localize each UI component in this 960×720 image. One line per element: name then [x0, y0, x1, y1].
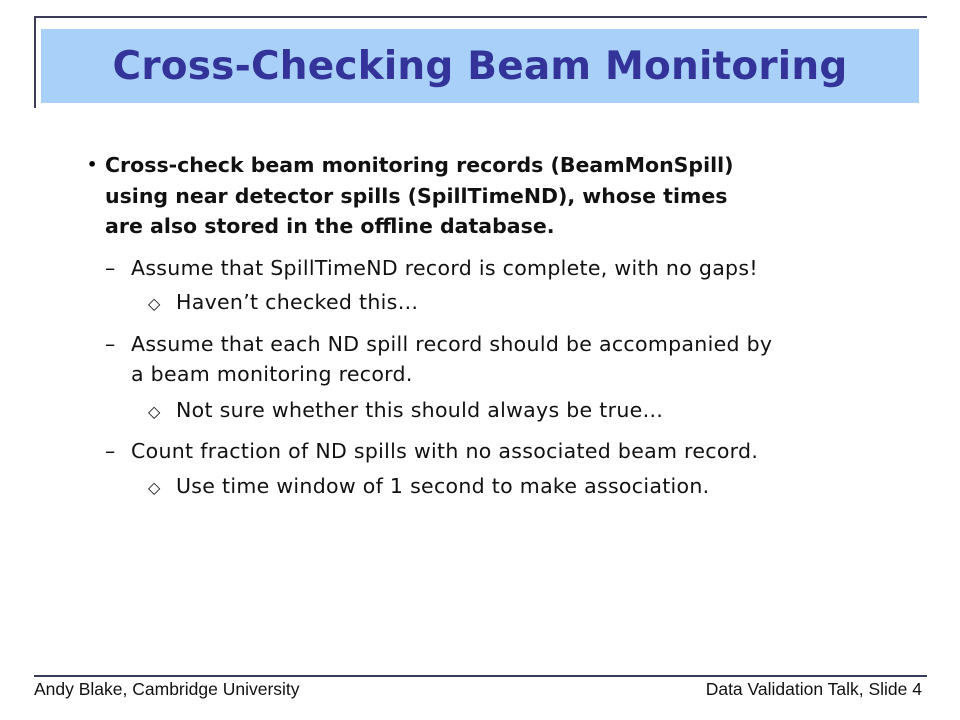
sub-item-not-sure [148, 395, 908, 427]
diamond-icon: ◇ [148, 402, 161, 421]
sub-item-text: Haven’t checked this… [176, 290, 419, 314]
main-bullet-line-1: Cross-check beam monitoring records (BeamMonSpill) [105, 153, 734, 177]
dash-item-text: Count fraction of ND spills with no associated beam record. [131, 439, 759, 463]
footer-talk-info: Data Validation Talk, Slide 4 [705, 679, 922, 699]
dash-item-count-fraction [105, 436, 895, 466]
sub-item-text: Not sure whether this should always be true… [176, 398, 664, 422]
footer-divider [34, 675, 927, 677]
dash-item-text: Assume that each ND spill record should be accompanied by [131, 332, 773, 356]
main-bullet-line-3: are also stored in the offline database. [105, 214, 555, 238]
main-bullet-line-2: using near detector spills (SpillTimeND), whose times [105, 183, 728, 208]
diamond-icon: ◇ [148, 478, 161, 497]
diamond-icon: ◇ [148, 294, 161, 313]
sub-item-not-checked [148, 287, 908, 319]
slide-title: Cross-Checking Beam Monitoring [112, 43, 848, 89]
dash-item-text-continued: a beam monitoring record. [131, 362, 413, 386]
footer-author: Andy Blake, Cambridge University [34, 679, 300, 699]
dash-marker: – [105, 332, 116, 356]
dash-marker: – [105, 256, 116, 280]
bullet-marker: • [87, 155, 98, 174]
dash-marker: – [105, 439, 116, 463]
sub-item-time-window [148, 471, 908, 503]
dash-item-complete-record [105, 253, 895, 283]
dash-item-accompanied [105, 329, 895, 389]
main-bullet-text [105, 150, 895, 242]
sub-item-text: Use time window of 1 second to make association. [176, 474, 710, 498]
dash-item-text: Assume that SpillTimeND record is complete, with no gaps! [131, 256, 758, 280]
